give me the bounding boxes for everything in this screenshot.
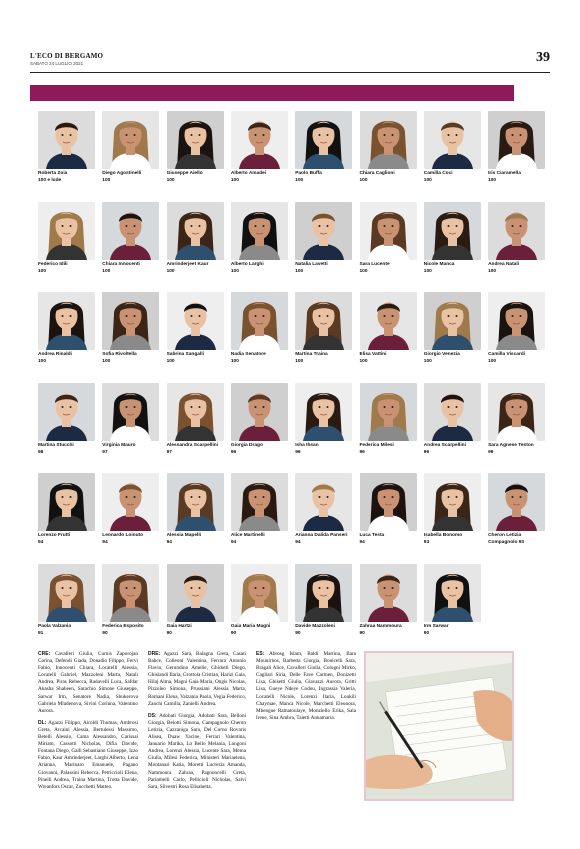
student-photo	[167, 111, 224, 169]
student-name: Camilla Viscardi	[488, 352, 526, 357]
student-name: Sofia Rivoltella	[102, 352, 137, 357]
student-name: Paola Valzania	[38, 623, 72, 629]
student-grade: 100	[102, 178, 111, 183]
student-card	[424, 473, 484, 551]
student-photo	[295, 292, 352, 350]
student-name: Chiara Innocenti	[102, 261, 140, 267]
student-photo	[102, 473, 159, 531]
student-grade: 100	[230, 359, 239, 364]
student-card	[360, 473, 420, 551]
student-photo	[38, 292, 95, 350]
paragraph-dre	[148, 651, 246, 708]
class-label: CRE:	[38, 651, 51, 657]
student-grade: Compagnolo 93	[488, 540, 525, 545]
student-name: Andrea Natali	[488, 261, 520, 267]
student-name: Federica Milesi	[359, 442, 394, 448]
student-photo	[424, 202, 481, 260]
text-column-1	[38, 651, 138, 796]
student-card	[102, 292, 162, 370]
student-grade: 100	[38, 359, 47, 364]
student-grade: 90	[230, 630, 237, 636]
student-name: Chiara Caglioni	[359, 171, 395, 176]
student-grade: 100	[295, 359, 304, 364]
student-name: Federica Esposito	[102, 623, 144, 629]
student-name: Arianna Dalida Panseri	[295, 533, 348, 538]
student-name: Martina Stucchi	[38, 442, 74, 448]
newspaper-brand: L'ECO DI BERGAMO	[30, 52, 104, 60]
student-name: Isha Ihsan	[295, 442, 319, 448]
student-name: Iris Ciaramella	[488, 171, 521, 176]
student-grade: 100	[166, 359, 175, 364]
student-name: Gaia Maria Magni	[230, 623, 271, 629]
student-card	[360, 292, 420, 370]
student-card	[231, 202, 291, 280]
student-name: Lorenzo Frutti	[38, 533, 71, 538]
student-grade: 96	[230, 449, 237, 455]
student-card	[295, 292, 355, 370]
student-name: Martina Traina	[295, 352, 328, 357]
student-card	[488, 111, 548, 189]
student-name: Andrea Scarpellini	[423, 442, 466, 448]
issue-date: SABATO 24 LUGLIO 2021	[30, 61, 84, 66]
student-grade: 96	[359, 449, 365, 455]
student-photo	[167, 564, 224, 622]
student-name: Irm Sarwar	[423, 623, 449, 629]
student-grade: 96	[295, 449, 301, 455]
student-card	[295, 111, 355, 189]
student-grade: 94	[102, 540, 108, 545]
student-photo	[488, 202, 545, 260]
student-card	[424, 202, 484, 280]
student-photo	[360, 383, 417, 441]
student-photo	[167, 202, 224, 260]
student-grade: 97	[166, 449, 172, 455]
student-name: Gaia Hartzi	[166, 623, 192, 629]
student-photo	[360, 564, 417, 622]
student-photo	[38, 564, 95, 622]
student-name: Natalia Lavetti	[295, 261, 328, 267]
student-card	[488, 383, 548, 461]
student-photo	[38, 111, 95, 169]
student-photo	[424, 383, 481, 441]
student-name: Alberto Amadei	[230, 171, 267, 176]
text-column-2	[148, 651, 246, 796]
student-card	[167, 383, 227, 461]
student-grade: 100	[102, 359, 111, 364]
student-photo	[231, 202, 288, 260]
student-card	[167, 564, 227, 642]
student-photo	[360, 202, 417, 260]
header-rule	[30, 72, 550, 73]
student-photo	[488, 473, 545, 531]
student-card	[231, 383, 291, 461]
student-photo	[424, 564, 481, 622]
student-name: Giorgio Venezia	[423, 352, 460, 357]
student-card	[231, 292, 291, 370]
class-list: Agazzi Filippo, Airoldi Thomas, Ambrosi Greta, Arcaini Alessia, Bertulessi Massimo, Betelli Alessio, Cama Alessandro, Carissai Miriam, Cassotti Nicholas, Difia Davide, Fontana Diego, Galli Sebastiano Giuseppe, Izzo Fabio, Kaur Amrinderjeet, Larghi Alberto, Lena Arianna, Marinaro Emanuele, Pagano Giovanni, Palassini Rebecca, Petriccioli Elena, Pinelli Andrea, Traina Martina, Trotta Davide, Wreanfors Oscar, Zucchetti Matteo.	[38, 719, 138, 790]
student-photo	[488, 111, 545, 169]
student-grade: 94	[230, 540, 237, 545]
student-card	[295, 473, 355, 551]
student-photo	[231, 473, 288, 531]
student-grade: 100	[359, 268, 368, 274]
student-grade: 96	[488, 449, 494, 455]
student-card	[231, 473, 291, 551]
student-grade: 100	[488, 359, 497, 364]
student-card	[231, 111, 291, 189]
student-name: Davide Mazzoleni	[295, 623, 335, 629]
student-grade: 98	[38, 449, 44, 455]
student-name: Roberta Zoia	[38, 171, 68, 176]
student-name: Alessia Mapelli	[166, 533, 201, 538]
student-photo	[102, 202, 159, 260]
student-card	[360, 202, 420, 280]
student-name: Alberto Larghi	[230, 261, 264, 267]
student-photo	[102, 383, 159, 441]
class-list: Cavalleri Giulia, Curnis Zaporojan Corina, Defendi Giada, Donadio Filippo, Fervi Fabio, Innocenti Chiara, Locatelli Alessia, Locatelli Gabriel, Mazzoleni Marta, Natali Andrea, Piras Rebecca, Radavelli Luca, Safdar Akasha Shaheen, Sarachio Simone Giuseppe, Sarwar Irm, Senatore Nadia, Shukerova Gabriela Mladenova, Sivini Corinna, Valentino Aurora.	[38, 651, 139, 714]
student-card	[231, 564, 291, 642]
student-grade: 100	[423, 268, 432, 274]
student-photo	[295, 564, 352, 622]
student-card	[488, 473, 548, 551]
student-card	[102, 111, 162, 189]
student-photo	[360, 292, 417, 350]
student-grade: 94	[295, 540, 301, 545]
student-name: Amrinderjeet Kaur	[166, 261, 209, 267]
student-grade: 93	[423, 540, 430, 545]
student-name: Giorgia Drago	[230, 442, 263, 448]
student-card	[295, 564, 355, 642]
student-name: Camilla Coci	[423, 171, 453, 176]
student-grade: 100	[102, 268, 111, 274]
student-grade: 90	[166, 630, 172, 636]
paragraph-ds	[148, 713, 246, 791]
student-card	[167, 292, 227, 370]
student-photo	[424, 292, 481, 350]
student-photo	[295, 383, 352, 441]
student-grade: 91	[38, 630, 44, 636]
student-grade: 94	[166, 540, 172, 545]
student-grade: 100	[166, 268, 175, 274]
student-grade: 100	[295, 178, 304, 183]
student-name: Federico Idili	[38, 261, 68, 267]
student-photo	[231, 383, 288, 441]
class-label: ES:	[256, 651, 265, 657]
student-card	[38, 202, 98, 280]
student-name: Leonardo Loinuto	[102, 533, 144, 538]
student-photo	[488, 383, 545, 441]
student-card	[38, 292, 98, 370]
student-photo	[231, 111, 288, 169]
student-card	[102, 473, 162, 551]
student-photo	[360, 111, 417, 169]
student-card	[360, 383, 420, 461]
class-label: DS:	[148, 712, 157, 719]
writing-hand-image	[366, 653, 512, 799]
student-name: Andrea Rinaldi	[38, 352, 72, 357]
student-photo	[102, 292, 159, 350]
student-name: Sara Agnese Teston	[488, 442, 534, 448]
student-grade: 100	[295, 268, 304, 274]
student-grade: 94	[38, 540, 44, 545]
class-label: DL:	[38, 719, 47, 726]
student-grade: 94	[359, 540, 365, 545]
student-grade: 100	[359, 359, 368, 364]
student-name: Alessandra Scarpellini	[166, 442, 219, 448]
student-photo	[38, 202, 95, 260]
student-name: Luca Testa	[359, 533, 385, 538]
student-grade: 90	[423, 630, 430, 636]
student-name: Nadia Senatore	[230, 352, 266, 357]
student-photo	[231, 564, 288, 622]
student-photo	[102, 111, 159, 169]
student-photo	[295, 111, 352, 169]
student-name: Sara Lucente	[359, 261, 390, 267]
student-card	[38, 383, 98, 461]
student-grade: 100	[488, 178, 497, 183]
class-label: DRE:	[148, 651, 161, 657]
student-card	[38, 473, 98, 551]
paragraph-dl	[38, 720, 138, 791]
paragraph-cre	[38, 651, 138, 715]
student-photo	[424, 473, 481, 531]
student-card	[360, 111, 420, 189]
student-photo	[167, 292, 224, 350]
student-card	[167, 202, 227, 280]
student-card	[488, 202, 548, 280]
student-grade: 97	[102, 449, 108, 455]
page-number: 39	[536, 50, 550, 65]
student-photo	[360, 473, 417, 531]
writing-hand-illustration	[364, 651, 514, 801]
student-card	[167, 473, 227, 551]
student-photo	[38, 473, 95, 531]
student-photo	[167, 383, 224, 441]
student-name: Virginia Mauro	[102, 442, 136, 448]
student-grade: 100	[230, 268, 239, 274]
student-photo	[102, 564, 159, 622]
student-photo	[295, 202, 352, 260]
student-name: Sabrina Sangalli	[166, 352, 204, 357]
student-grade: 100	[423, 178, 432, 183]
class-list: Adobati Giorgia, Adobati Sara, Belloni Giorgia, Belotti Simona, Campagnolo Cheron Letizia, Cazzaniga Sara, Del Corno Rovaris Alisea, Duaw Yacine, Ferrari Valentina, Januario Marika, Lo Bello Melania, Longoni Andrea, Lorenzi Alessia, Lucente Sara, Mema Giulia, Milesi Federica, Ministeri Mariaelena, Montanari Katia, Moretti Lucrezia Amanda, Nammoura Zahraa, Pagnoncelli Greta, Parimbelli Carlo, Pellicioli Nicholas, Salvi Sara, Silvestri Rosa Elisabetta.	[148, 712, 246, 790]
text-column-3	[256, 651, 356, 727]
student-card	[360, 564, 420, 642]
student-name: Cheron Letizia	[488, 533, 522, 538]
student-name: Elisa Vattini	[359, 352, 387, 357]
student-name: Zahraa Nammoura	[359, 623, 402, 629]
student-grade: 90	[359, 630, 365, 636]
class-list: Agazzi Sara, Balagna Greta, Casati Babce, Colleoni Valentina, Ferrara Antonio Flavio, Gerundino Amelie, Ghidotti Diego, Ghislandi Ilaria, Grottola Cristian, Harizi Gaia, Hilaj Alma, Magni Gaia Maria, Ongis Nicolas, Pizzoleo Simona, Prussiani Alessia Marta, Romani Elena, Valzania Paola, Vegia Federico, Zanchi Camilla, Zanielli Andrea.	[148, 651, 246, 707]
student-card	[295, 383, 355, 461]
student-grade: 100	[488, 268, 497, 274]
class-list: Abrosg Islam, Baldi Martina, Bara Mounirnos, Barbetta Giorgia, Bonicelli Sara, Bragali Alice, Cavalleri Giulia, Cologni Mirko, Cagliari Siria, Delle Fave Carmen, Donizetti Lisa, Ghisetti Giulia, Giavazzi Aurora, Gritti Lisa, Gueye Ndeye Codou, Ingrassia Valeria, Locatelli Nicole, Lorenzi Ilaria, Loukili Chaymae, Manca Nicole, Marchetti Eleonora, Mbengue Ramatoulaye, Monziello Erika, Sala Irene, Sina Ambra, Taietti Annamaria.	[256, 651, 356, 721]
section-band	[30, 85, 514, 101]
student-grade: 100	[230, 178, 239, 183]
student-card	[424, 111, 484, 189]
student-photo	[231, 292, 288, 350]
student-photo	[424, 111, 481, 169]
student-grade: 90	[295, 630, 301, 636]
student-card	[424, 292, 484, 370]
student-name: Isabella Bonomo	[423, 533, 463, 538]
student-card	[295, 202, 355, 280]
student-name: Diego Agostinelli	[102, 171, 142, 176]
student-grade: 100	[359, 178, 368, 183]
student-photo	[488, 292, 545, 350]
paragraph-es	[256, 651, 356, 722]
student-card	[38, 111, 98, 189]
page-header	[30, 50, 550, 74]
student-grade: 100	[423, 359, 432, 364]
student-photo	[167, 473, 224, 531]
student-card	[102, 564, 162, 642]
student-grade: 100 e lode	[38, 178, 62, 183]
student-photo	[38, 383, 95, 441]
student-grade: 100	[166, 178, 175, 183]
student-name: Paolo Buffa	[295, 171, 322, 176]
student-name: Alice Martinelli	[230, 533, 265, 538]
student-card	[488, 292, 548, 370]
student-card	[424, 564, 484, 642]
student-grade: 90	[102, 630, 108, 636]
student-card	[102, 383, 162, 461]
student-photo	[295, 473, 352, 531]
student-card	[38, 564, 98, 642]
student-card	[167, 111, 227, 189]
student-name: Giuseppe Aiello	[166, 171, 203, 176]
student-grade: 96	[423, 449, 430, 455]
student-card	[102, 202, 162, 280]
student-grade: 100	[38, 268, 47, 274]
student-name: Nicole Manca	[423, 261, 455, 267]
student-card	[424, 383, 484, 461]
